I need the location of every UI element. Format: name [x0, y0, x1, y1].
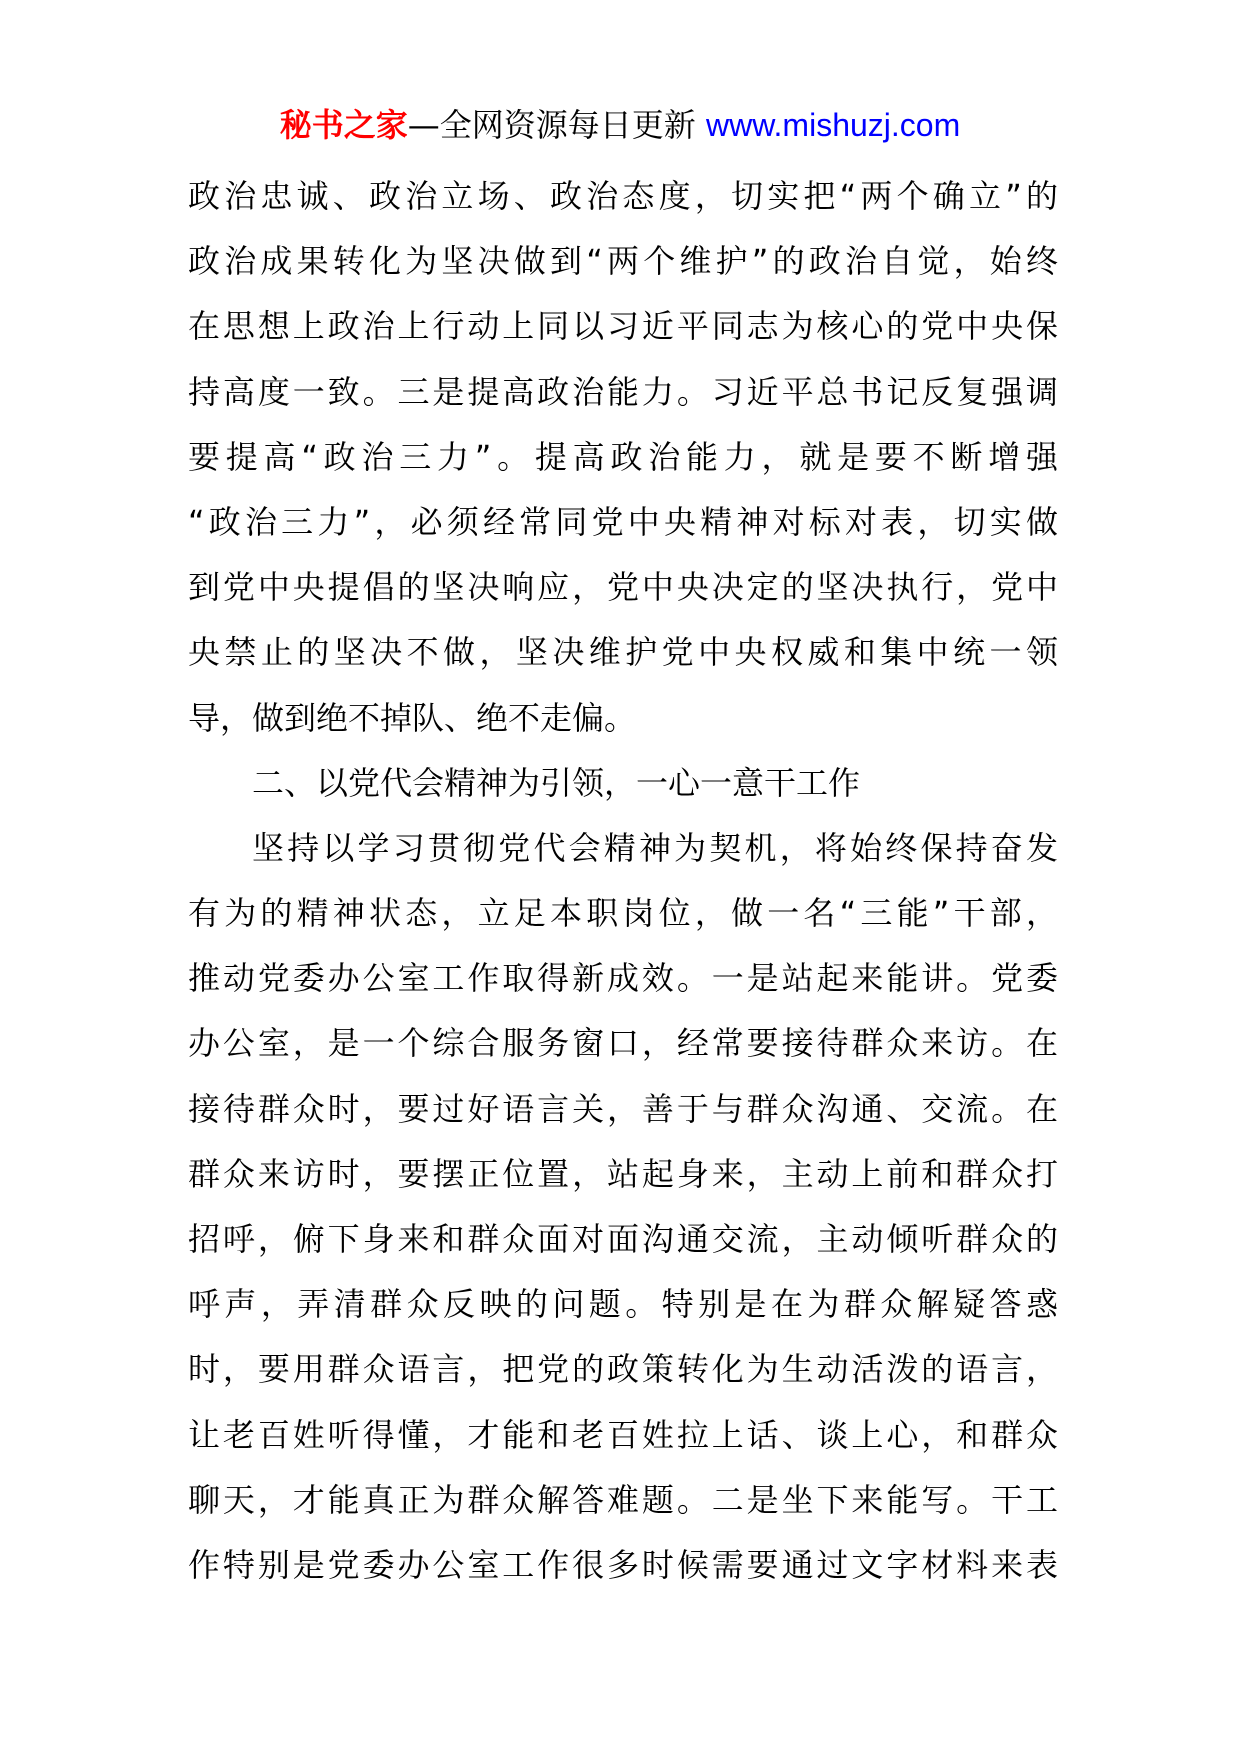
- text-line: 让老百姓听得懂，才能和老百姓拉上话、谈上心，和群众: [188, 1415, 1058, 1454]
- text-line: 群众来访时，要摆正位置，站起身来，主动上前和群众打: [188, 1154, 1058, 1193]
- text-line: 导，做到绝不掉队、绝不走偏。: [188, 698, 637, 737]
- page-header: [0, 100, 1240, 150]
- text-line: 政治成果转化为坚决做到“两个维护”的政治自觉，始终: [188, 242, 1058, 281]
- text-line: 时，要用群众语言，把党的政策转化为生动活泼的语言，: [188, 1350, 1058, 1389]
- text-line: 推动党委办公室工作取得新成效。一是站起来能讲。党委: [188, 959, 1058, 998]
- text-line: 在思想上政治上行动上同以习近平同志为核心的党中央保: [188, 307, 1058, 346]
- header-site-link[interactable]: www.mishuzj.com: [705, 107, 961, 143]
- text-line: 要提高“政治三力”。提高政治能力，就是要不断增强: [188, 437, 1058, 476]
- text-line: “政治三力”，必须经常同党中央精神对标对表，切实做: [188, 502, 1058, 541]
- text-line: 作特别是党委办公室工作很多时候需要通过文字材料来表: [188, 1545, 1058, 1584]
- text-line: 持高度一致。三是提高政治能力。习近平总书记反复强调: [188, 372, 1058, 411]
- header-brand: 秘书之家: [279, 106, 408, 144]
- text-line: 招呼，俯下身来和群众面对面沟通交流，主动倾听群众的: [188, 1220, 1058, 1258]
- text-line: 到党中央提倡的坚决响应，党中央决定的坚决执行，党中: [188, 568, 1058, 607]
- text-line: 办公室，是一个综合服务窗口，经常要接待群众来访。在: [188, 1024, 1058, 1063]
- section-heading: 二、以党代会精神为引领，一心一意干工作: [252, 763, 861, 802]
- text-line: 呼声，弄清群众反映的问题。特别是在为群众解疑答惑: [188, 1285, 1058, 1324]
- text-line: 接待群众时，要过好语言关，善于与群众沟通、交流。在: [188, 1089, 1058, 1128]
- text-line: 政治忠诚、政治立场、政治态度，切实把“两个确立”的: [188, 177, 1058, 215]
- text-line: 有为的精神状态，立足本职岗位，做一名“三能”干部，: [188, 894, 1058, 933]
- header-tagline: —全网资源每日更新: [407, 106, 706, 144]
- text-line: 聊天，才能真正为群众解答难题。二是坐下来能写。干工: [188, 1480, 1058, 1519]
- text-line: 央禁止的坚决不做，坚决维护党中央权威和集中统一领: [188, 633, 1058, 672]
- document-body: [188, 164, 1058, 1598]
- text-line: 坚持以学习贯彻党代会精神为契机，将始终保持奋发: [252, 828, 1058, 867]
